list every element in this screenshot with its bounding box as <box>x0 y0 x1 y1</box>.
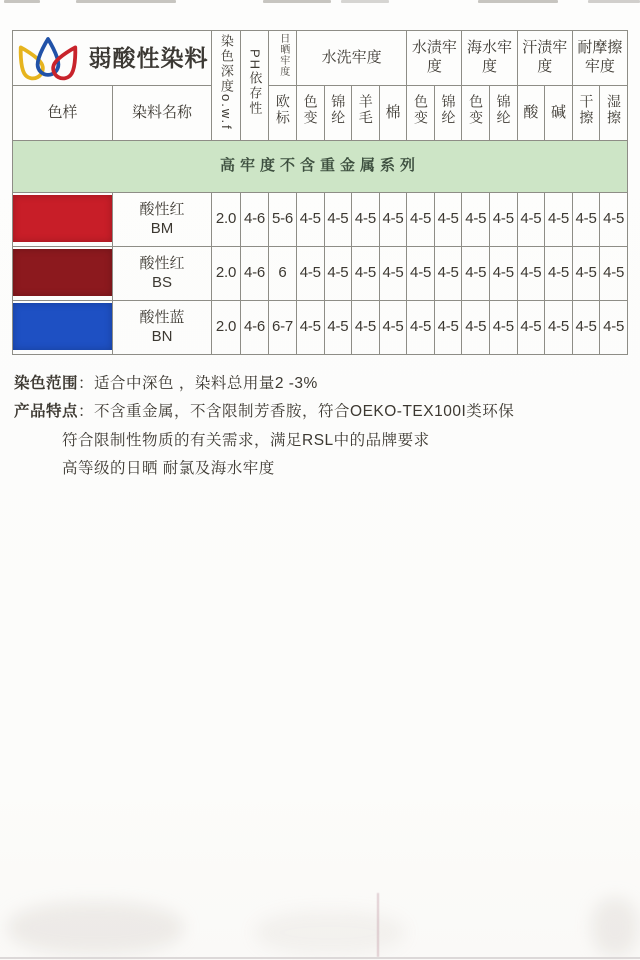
value-cell: 4-6 <box>241 301 269 355</box>
dye-name-cell <box>113 193 212 247</box>
value-cell: 4-5 <box>434 247 462 301</box>
notes-block <box>14 374 626 488</box>
dye-name: 酸性红 <box>139 200 185 218</box>
dye-name-cell <box>113 301 212 355</box>
value-cell: 4-5 <box>407 301 435 355</box>
dye-code: BM <box>150 219 174 237</box>
dye-code: BS <box>151 273 172 291</box>
value-cell: 4-5 <box>517 247 545 301</box>
color-swatch <box>13 249 112 296</box>
scan-artifact <box>592 898 638 956</box>
col-nylon: 锦纶 <box>490 86 518 141</box>
value-cell: 4-5 <box>434 301 462 355</box>
value-cell: 2.0 <box>212 247 241 301</box>
table-row <box>13 193 628 247</box>
value-cell: 4-5 <box>600 193 628 247</box>
scan-artifact <box>588 0 640 3</box>
dye-code: BN <box>151 327 173 345</box>
header-dye-depth: 染色深度o.w.f <box>212 31 241 141</box>
value-cell: 4-5 <box>517 193 545 247</box>
col-wool: 羊毛 <box>352 86 380 141</box>
col-wet-rub: 湿擦 <box>600 86 628 141</box>
value-cell: 4-5 <box>490 247 518 301</box>
table-row <box>13 301 628 355</box>
swatch-cell <box>13 247 113 301</box>
dye-name: 酸性红 <box>139 254 185 272</box>
drop-blue-icon <box>37 39 58 75</box>
logo-cell <box>13 31 212 86</box>
brand-logo <box>13 31 211 85</box>
dye-name: 酸性蓝 <box>139 308 185 326</box>
value-cell: 4-5 <box>352 193 380 247</box>
value-cell: 4-5 <box>324 301 352 355</box>
value-cell: 4-5 <box>600 247 628 301</box>
value-cell: 4-5 <box>572 301 600 355</box>
value-cell: 2.0 <box>212 301 241 355</box>
value-cell: 4-5 <box>462 301 490 355</box>
col-nylon: 锦纶 <box>434 86 462 141</box>
value-cell: 4-5 <box>490 193 518 247</box>
value-cell: 4-5 <box>379 193 407 247</box>
value-cell: 4-5 <box>324 247 352 301</box>
header-wash-fastness: 水洗牢度 <box>297 31 407 86</box>
value-cell: 4-5 <box>297 301 325 355</box>
features-text: ：不含重金属，不含限制芳香胺，符合OEKO-TEX100I类环保 <box>78 403 515 421</box>
value-cell: 6-7 <box>269 301 297 355</box>
value-cell: 4-5 <box>462 193 490 247</box>
features-line-2: 符合限制性物质的有关需求，满足RSL中的品牌要求 <box>62 431 430 449</box>
value-cell: 4-5 <box>600 301 628 355</box>
col-dry-rub: 干擦 <box>572 86 600 141</box>
value-cell: 4-5 <box>490 301 518 355</box>
brand-title: 弱酸性染料 <box>88 44 209 71</box>
series-banner: 高牢度不含重金属系列 <box>13 141 628 193</box>
scan-artifact <box>377 893 379 957</box>
value-cell: 4-5 <box>545 301 573 355</box>
col-euro-standard: 欧标 <box>269 86 297 141</box>
dye-range-label: 染色范围 <box>14 375 79 392</box>
value-cell: 4-5 <box>407 247 435 301</box>
scan-artifact <box>8 902 183 954</box>
scan-artifact <box>478 0 558 3</box>
table-row <box>13 247 628 301</box>
value-cell: 4-5 <box>379 301 407 355</box>
header-perspiration-fastness: 汗渍牢度 <box>517 31 572 86</box>
value-cell: 4-5 <box>517 301 545 355</box>
header-rubbing-fastness: 耐摩擦牢度 <box>572 31 627 86</box>
dye-name-cell <box>113 247 212 301</box>
swatch-cell <box>13 193 113 247</box>
dye-fastness-table <box>12 30 628 355</box>
scan-artifact <box>76 0 176 3</box>
dye-range-line <box>14 374 626 393</box>
subheader-color-sample: 色样 <box>13 86 113 141</box>
col-nylon: 锦纶 <box>324 86 352 141</box>
value-cell: 2.0 <box>212 193 241 247</box>
col-shade-change: 色变 <box>407 86 435 141</box>
header-sea-water-fastness: 海水牢度 <box>462 31 517 86</box>
value-cell: 4-5 <box>352 247 380 301</box>
value-cell: 5-6 <box>269 193 297 247</box>
value-cell: 4-5 <box>407 193 435 247</box>
value-cell: 4-5 <box>545 193 573 247</box>
header-light-fastness: 日晒牢度 <box>269 31 297 86</box>
scan-artifact <box>255 910 405 955</box>
col-acid: 酸 <box>517 86 545 141</box>
value-cell: 4-5 <box>572 247 600 301</box>
header-water-stain-fastness: 水渍牢度 <box>407 31 462 86</box>
value-cell: 4-5 <box>297 193 325 247</box>
value-cell: 4-5 <box>434 193 462 247</box>
features-label: 产品特点 <box>14 403 79 421</box>
value-cell: 4-5 <box>379 247 407 301</box>
value-cell: 4-5 <box>545 247 573 301</box>
subheader-dye-name: 染料名称 <box>113 86 212 141</box>
value-cell: 4-6 <box>241 193 269 247</box>
value-cell: 4-5 <box>572 193 600 247</box>
value-cell: 4-6 <box>241 247 269 301</box>
scan-artifact <box>263 0 331 3</box>
color-swatch <box>13 303 112 350</box>
scan-artifact <box>4 0 40 3</box>
swatch-cell <box>13 301 113 355</box>
col-cotton: 棉 <box>379 86 407 141</box>
scan-artifact <box>341 0 389 3</box>
col-alkali: 碱 <box>545 86 573 141</box>
col-shade-change: 色变 <box>462 86 490 141</box>
dye-drops-icon <box>16 31 80 85</box>
header-ph-dependency: PH依存性 <box>241 31 269 141</box>
features-line-3: 高等级的日晒 耐氯及海水牢度 <box>62 460 275 478</box>
col-shade-change: 色变 <box>297 86 325 141</box>
value-cell: 4-5 <box>324 193 352 247</box>
value-cell: 6 <box>269 247 297 301</box>
dye-range-text: ：适合中深色 ，染料总用量2 -3% <box>78 375 318 392</box>
value-cell: 4-5 <box>297 247 325 301</box>
features-line <box>14 402 626 421</box>
value-cell: 4-5 <box>462 247 490 301</box>
color-swatch <box>13 195 112 242</box>
value-cell: 4-5 <box>352 301 380 355</box>
scan-artifact <box>0 957 640 959</box>
